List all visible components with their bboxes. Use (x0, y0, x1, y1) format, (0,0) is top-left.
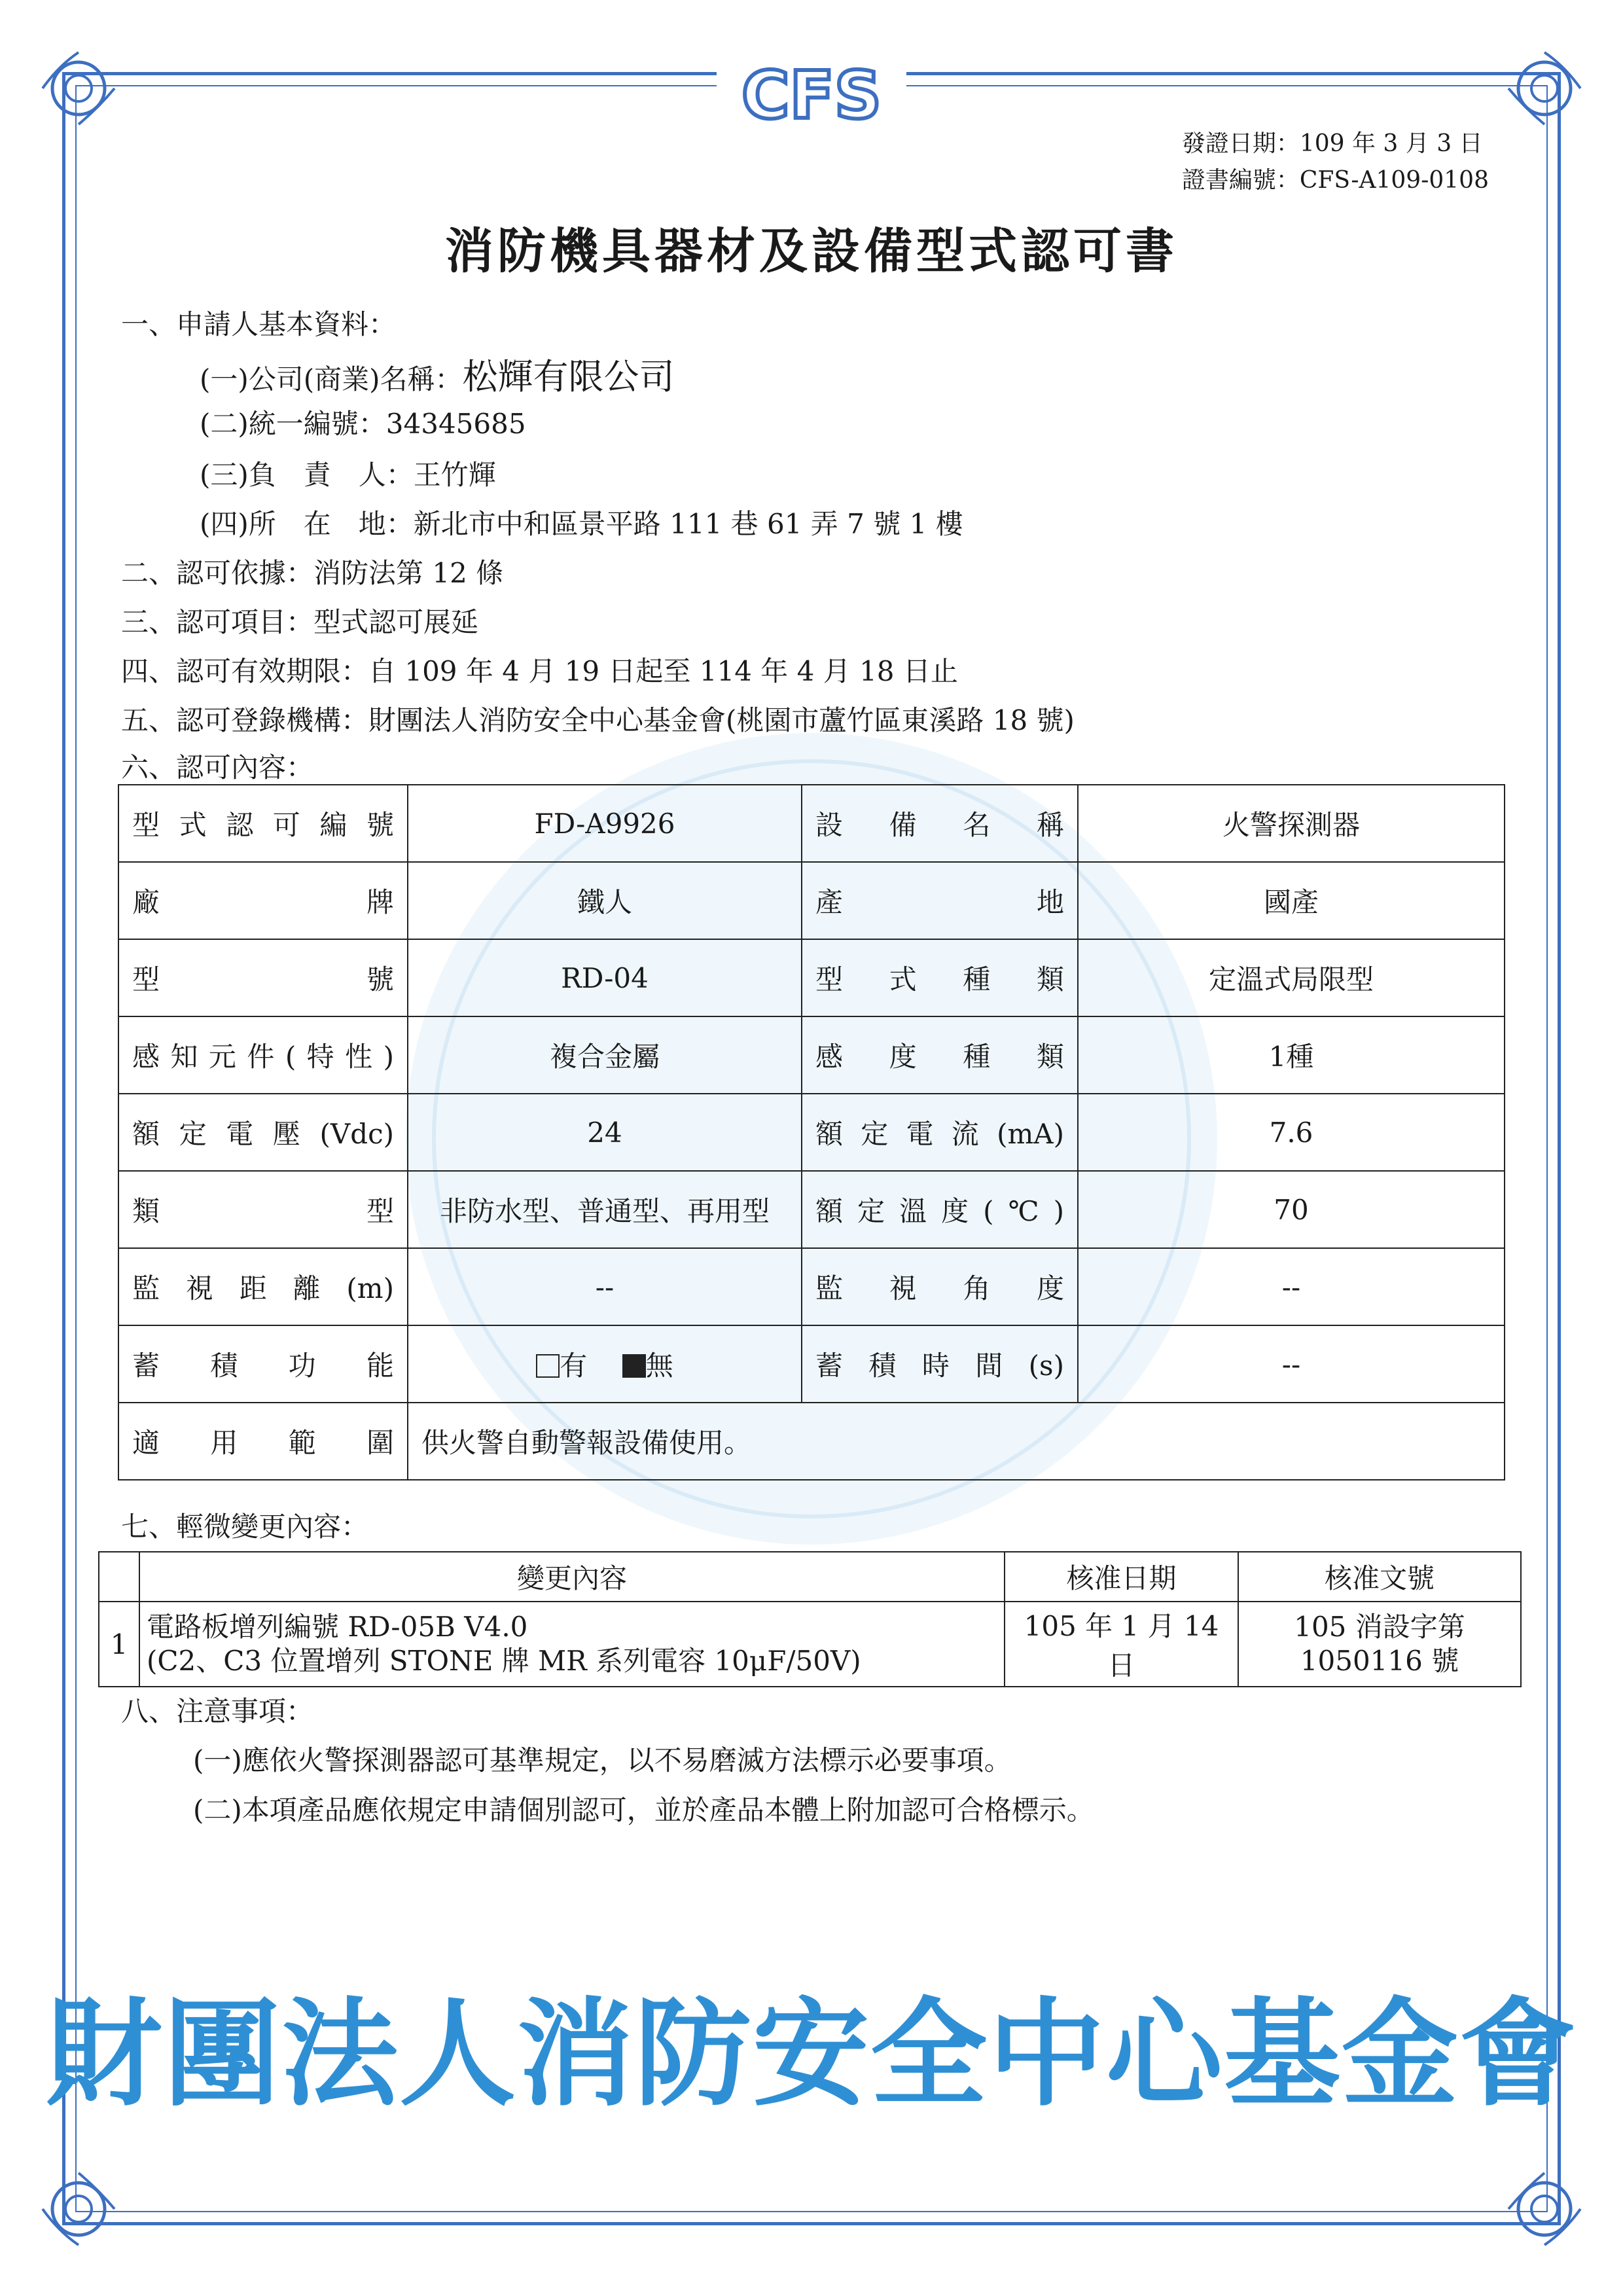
issue-date-label: 發證日期： (1181, 130, 1300, 157)
change-content (139, 1602, 1005, 1687)
option-no-label: 無 (645, 1350, 673, 1382)
taxid-value: 34345685 (385, 408, 526, 440)
accum-options (408, 1325, 802, 1403)
spec-label: 廠牌 (118, 862, 408, 939)
section-agency: 五、認可登錄機構：財團法人消防安全中心基金會(桃園市蘆竹區東溪路 18 號) (121, 704, 1075, 736)
spec-label: 監視距離(m) (118, 1248, 408, 1325)
table-row (118, 1094, 1505, 1171)
document-title: 消防機具器材及設備型式認可書 (445, 223, 1178, 279)
table-row (99, 1602, 1521, 1687)
spec-label: 額定電壓(Vdc) (118, 1094, 408, 1171)
company-label: (一)公司(商業)名稱： (200, 363, 463, 395)
spec-label: 型式種類 (802, 939, 1078, 1016)
option-yes-label: 有 (560, 1350, 588, 1382)
spec-label: 額定電流(mA) (802, 1094, 1078, 1171)
doc-line: 1050116 號 (1300, 1645, 1459, 1677)
spec-label: 類型 (118, 1171, 408, 1248)
issue-info (1182, 126, 1489, 199)
table-row (118, 1325, 1505, 1403)
corner-ornament-icon (1495, 39, 1594, 137)
cert-number-value: CFS-A109-0108 (1299, 167, 1489, 194)
column-header: 核准日期 (1005, 1552, 1238, 1602)
spec-label: 蓄積時間(s) (802, 1325, 1078, 1403)
company-value: 松輝有限公司 (462, 356, 675, 397)
spec-value: -- (408, 1248, 802, 1325)
header-num (99, 1552, 139, 1602)
spec-value: 複合金屬 (408, 1016, 802, 1094)
section-content: 六、認可內容： (121, 751, 314, 783)
company-line (200, 349, 675, 399)
approval-doc (1238, 1602, 1521, 1687)
taxid-label: (二)統一編號： (200, 408, 386, 440)
doc-line: 105 消設字第 (1294, 1611, 1465, 1643)
section-validity: 四、認可有效期限：自 109 年 4 月 19 日起至 114 年 4 月 18 日止 (121, 655, 958, 687)
spec-value: 1種 (1078, 1016, 1505, 1094)
corner-ornament-icon (29, 2160, 128, 2258)
change-line: (C2、C3 位置增列 STONE 牌 MR 系列電容 10μF/50V) (147, 1645, 861, 1677)
spec-value: 70 (1078, 1171, 1505, 1248)
spec-value: 火警探測器 (1078, 785, 1505, 862)
column-header: 核准文號 (1238, 1552, 1521, 1602)
owner-label: (三)負 責 人： (200, 459, 414, 491)
spec-label: 型號 (118, 939, 408, 1016)
table-row (118, 1403, 1505, 1480)
section-changes: 七、輕微變更內容： (121, 1511, 369, 1543)
spec-value: 7.6 (1078, 1094, 1505, 1171)
cert-number-label: 證書編號： (1181, 167, 1300, 194)
checkbox-no-checked (622, 1354, 646, 1378)
issue-date-value: 109 年 3 月 3 日 (1299, 130, 1483, 157)
section-basis: 二、認可依據：消防法第 12 條 (121, 557, 504, 589)
spec-value: -- (1078, 1248, 1505, 1325)
column-header: 變更內容 (139, 1552, 1005, 1602)
section-item: 三、認可項目：型式認可展延 (121, 606, 479, 638)
section-applicant: 一、申請人基本資料： (121, 308, 397, 340)
spec-label: 型式認可編號 (118, 785, 408, 862)
table-row (118, 939, 1505, 1016)
owner-line (200, 454, 496, 493)
issuer-seal: 財團法人消防安全中心基金會 (46, 1986, 1577, 2122)
spec-label: 監視角度 (802, 1248, 1078, 1325)
spec-label: 適用範圍 (118, 1403, 408, 1480)
spec-label: 設備名稱 (802, 785, 1078, 862)
spec-value: FD-A9926 (408, 785, 802, 862)
row-number: 1 (99, 1602, 139, 1687)
spec-value: RD-04 (408, 939, 802, 1016)
spec-value: 鐵人 (408, 862, 802, 939)
table-row (118, 862, 1505, 939)
owner-value: 王竹輝 (413, 459, 496, 491)
note-item: (一)應依火警探測器認可基準規定，以不易磨滅方法標示必要事項。 (193, 1744, 1012, 1776)
spec-value: -- (1078, 1325, 1505, 1403)
spec-table (118, 784, 1505, 1480)
note-item: (二)本項產品應依規定申請個別認可，並於產品本體上附加認可合格標示。 (193, 1794, 1094, 1826)
table-header-row (99, 1552, 1521, 1602)
spec-label: 產地 (802, 862, 1078, 939)
svg-text:CFS: CFS (741, 57, 882, 134)
approval-date: 105 年 1 月 14 日 (1005, 1602, 1238, 1687)
spec-label: 蓄積功能 (118, 1325, 408, 1403)
change-line: 電路板增列編號 RD-05B V4.0 (147, 1611, 528, 1643)
cfs-logo (723, 56, 900, 134)
scope-value: 供火警自動警報設備使用。 (408, 1403, 1505, 1480)
address-value: 新北市中和區景平路 111 巷 61 弄 7 號 1 樓 (413, 508, 963, 540)
spec-value: 24 (408, 1094, 802, 1171)
corner-ornament-icon (29, 39, 128, 137)
table-row (118, 1016, 1505, 1094)
table-row (118, 1171, 1505, 1248)
change-table (98, 1551, 1522, 1687)
table-row (118, 1248, 1505, 1325)
checkbox-yes (536, 1354, 560, 1378)
taxid-line (200, 403, 526, 442)
spec-value: 定溫式局限型 (1078, 939, 1505, 1016)
spec-value: 國產 (1078, 862, 1505, 939)
address-label: (四)所 在 地： (200, 508, 414, 540)
table-row (118, 785, 1505, 862)
spec-label: 感知元件(特性) (118, 1016, 408, 1094)
corner-ornament-icon (1495, 2160, 1594, 2258)
spec-label: 感度種類 (802, 1016, 1078, 1094)
address-line (200, 503, 963, 542)
spec-label: 額定溫度(℃) (802, 1171, 1078, 1248)
spec-value: 非防水型、普通型、再用型 (408, 1171, 802, 1248)
section-notes: 八、注意事項： (121, 1695, 314, 1727)
